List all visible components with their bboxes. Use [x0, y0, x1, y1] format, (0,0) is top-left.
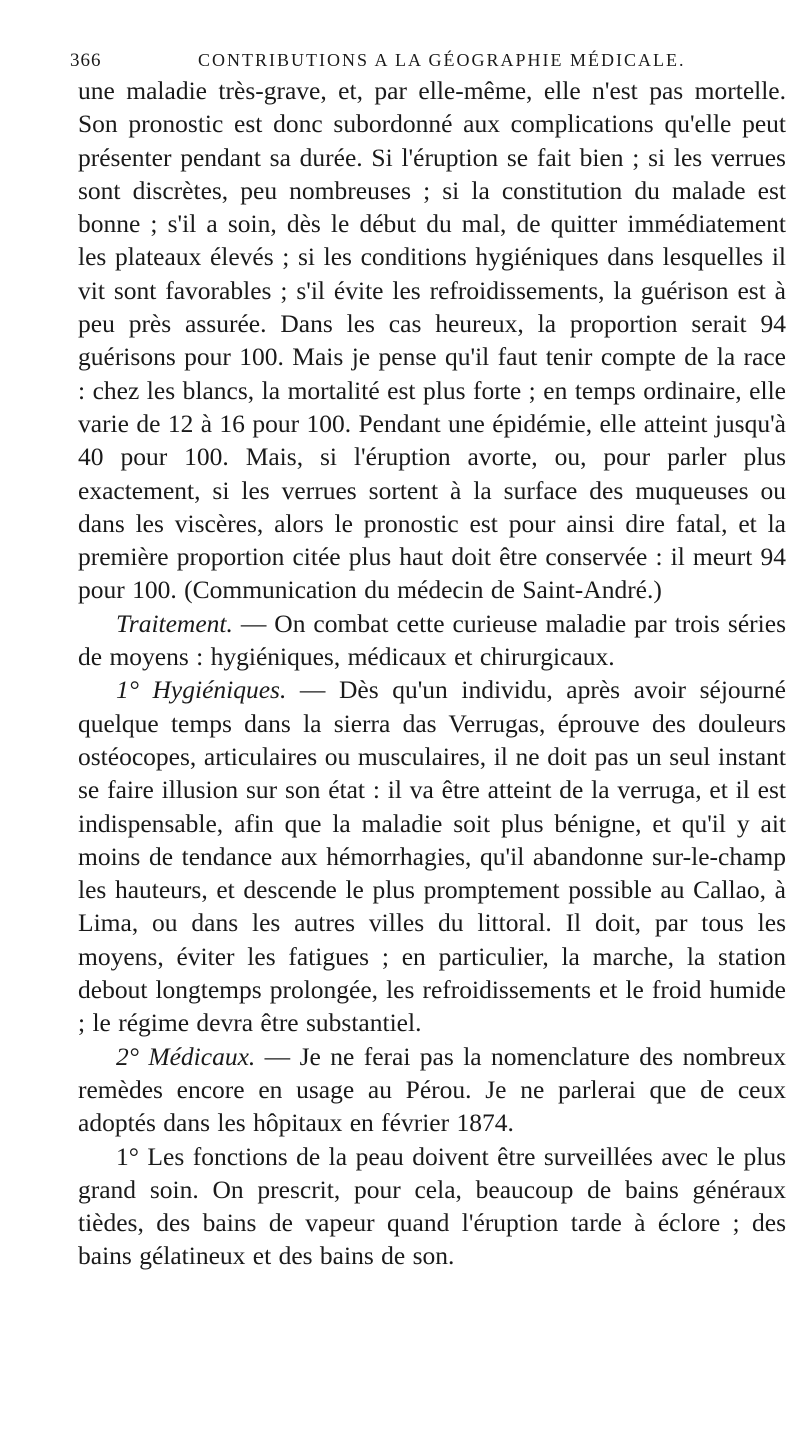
page-number: 366	[70, 50, 102, 71]
body-text	[78, 74, 786, 1273]
paragraph-text: — Je ne ferai pas la nomenclature des nombreux remèdes encore en usage au Pérou. Je ne parlerai que de ceux adoptés dans les hôpitaux en février 1874.	[78, 1041, 786, 1138]
paragraph-text: une maladie très-grave, et, par elle-même, elle n'est pas mortelle. Son pronostic est donc subordonné aux complications qu'elle peut présenter pendant sa durée. Si l'éruption se fait bien ; si les verrues sont discrètes, peu nombreuses ; si la constitution du malade est bonne ; s'il a soin, dès le début du mal, de quitter immédiatement les plateaux élevés ; si les conditions hygiéniques dans lesquelles il vit sont favorables ; s'il évite les refroidissements, la guérison est à peu près assurée. Dans les cas heureux, la proportion serait 94 guérisons pour 100. Mais je pense qu'il faut tenir compte de la race : chez les blancs, la mortalité est plus forte ; en temps ordinaire, elle varie de 12 à 16 pour 100. Pendant une épidémie, elle atteint jusqu'à 40 pour 100. Mais, si l'éruption avorte, ou, pour parler plus exactement, si les verrues sortent à la surface des muqueuses ou dans les viscères, alors le pronostic est pour ainsi dire fatal, et la première proportion citée plus haut doit être conservée : il meurt 94 pour 100. (Communication du médecin de Saint-André.)	[78, 76, 786, 605]
paragraph-peau	[78, 1140, 786, 1273]
paragraph-hygieniques	[78, 673, 786, 1039]
section-heading-traitement: Traitement.	[116, 608, 233, 638]
paragraph-text: — On combat cette curieuse maladie par trois séries de moyens : hygiéniques, médicaux et chirurgicaux.	[78, 608, 786, 672]
page-header	[70, 40, 786, 74]
section-heading-medicaux: 2° Médicaux.	[116, 1041, 256, 1071]
paragraph-traitement	[78, 607, 786, 674]
paragraph-medicaux	[78, 1040, 786, 1140]
paragraph	[78, 74, 786, 607]
running-head: CONTRIBUTIONS A LA GÉOGRAPHIE MÉDICALE.	[198, 50, 686, 70]
document-page	[70, 40, 786, 1273]
paragraph-text: — Dès qu'un individu, après avoir séjourné quelque temps dans la sierra das Verrugas, éprouve des douleurs ostéocopes, articulaires ou musculaires, il ne doit pas un seul instant se faire illusion sur son état : il va être atteint de la verruga, et il est indispensable, afin que la maladie soit plus bénigne, et qu'il y ait moins de tendance aux hémorrhagies, qu'il abandonne sur-le-champ les hauteurs, et descende le plus promptement possible au Callao, à Lima, ou dans les autres villes du littoral. Il doit, par tous les moyens, éviter les fatigues ; en particulier, la marche, la station debout longtemps prolongée, les refroidissements et le froid humide ; le régime devra être substantiel.	[78, 675, 786, 1038]
paragraph-text: 1° Les fonctions de la peau doivent être surveillées avec le plus grand soin. On prescrit, pour cela, beaucoup de bains généraux tièdes, des bains de vapeur quand l'éruption tarde à éclore ; des bains gélatineux et des bains de son.	[78, 1141, 786, 1271]
section-heading-hygieniques: 1° Hygiéniques.	[116, 675, 287, 705]
